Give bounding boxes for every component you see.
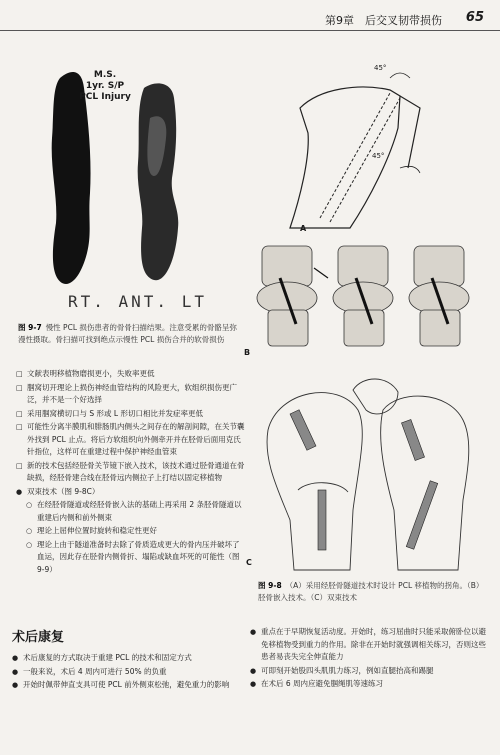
list-item: ● 开始时佩带伸直支具可使 PCL 前外侧束松弛，避免重力的影响 bbox=[12, 680, 230, 689]
rehab-list-right bbox=[250, 626, 490, 692]
panel-letter-b: B bbox=[244, 348, 251, 357]
figure-number: 图 9-7 bbox=[18, 323, 42, 332]
list-item: ○ 在经胫骨隧道或经胫骨嵌入法的基础上再采用 2 条胫骨隧道以重建后内侧和前外侧束 bbox=[26, 500, 242, 522]
list-item: □ 采用腘窝横切口与 S 形或 L 形切口相比并发症率更低 bbox=[16, 408, 203, 418]
page-header bbox=[0, 0, 500, 31]
chapter-title: 第9章 后交叉韧带损伤 bbox=[325, 14, 442, 27]
list-item: □ 文献表明移植物磨损更小，失败率更低 bbox=[16, 369, 155, 378]
figure-9-8a-diagram bbox=[250, 38, 490, 238]
figure-number: 图 9-8 bbox=[258, 581, 282, 590]
list-item: ● 一般来说，术后 4 周内可进行 50% 的负重 bbox=[12, 666, 167, 676]
scan-label-line: PCL Injury bbox=[79, 92, 131, 102]
scan-label-line: 1yr. S/P bbox=[85, 81, 125, 91]
scan-annotation bbox=[60, 70, 150, 103]
angle-label-bottom: 45° bbox=[372, 152, 385, 160]
list-item: ● 重点在于早期恢复活动度。开始时，练习屈曲时只能采取俯卧位以避免移植物受到重力的作用。除非在开始时就强调相关练习，否则这些患者易丧失完全伸直能力 bbox=[250, 627, 486, 661]
figure-9-8c-fixation bbox=[246, 370, 490, 575]
figure-9-8b-knees bbox=[244, 238, 490, 358]
list-item: ● 术后康复的方式取决于重建 PCL 的技术和固定方式 bbox=[12, 653, 192, 662]
page-number: 65 bbox=[465, 10, 484, 25]
list-item: □ 腘窝切开理论上损伤神经血管结构的风险更大，软组织损伤更广泛，并不是一个好选择 bbox=[16, 382, 237, 404]
figure-caption-text: 慢性 PCL 损伤患者的骨骨扫描结果。注意受累的骨骼呈弥漫性摄取。骨扫描可找到绝点示慢性 PCL 损伤合并的软骨损伤 bbox=[18, 323, 237, 344]
figure-9-7-caption bbox=[18, 322, 244, 346]
panel-letter-c: C bbox=[246, 558, 252, 567]
list-item: □ 可能性分离半膜肌和腓肠肌内侧头之间存在的解剖间隙，在关节囊外找到 PCL 止点。将后方软组织向外侧牵开并在胫骨后面用克氏针指位，这样可在重建过程中保护神经血管束 bbox=[16, 422, 245, 456]
list-item: ● 双束技术（图 9-8C） bbox=[16, 486, 100, 496]
figure-9-8-caption bbox=[258, 580, 490, 604]
scan-view-label: RT. ANT. LT bbox=[68, 292, 207, 311]
panel-letter-a: A bbox=[300, 224, 307, 233]
list-item: ● 可即刻开始股四头肌肌力练习，例如直腿抬高和踢腿 bbox=[250, 665, 434, 675]
angle-label-top: 45° bbox=[374, 64, 387, 72]
scan-label-line: M.S. bbox=[93, 70, 117, 80]
rehab-list-left bbox=[12, 652, 240, 693]
figure-caption-text: （A）采用经胫骨隧道技术时设计 PCL 移植物的拐角。（B）胫骨嵌入技术。（C）双束技术 bbox=[258, 581, 484, 602]
list-item: ○ 理论上屈伸位置时旋转和稳定性更好 bbox=[26, 526, 157, 535]
list-item: ○ 理论上由于隧道准备时去除了骨质造成更大的骨内压并破坏了血运，因此存在胫骨内侧骨折、塌陷或缺血坏死的可能性（图 9-9） bbox=[26, 539, 240, 574]
technique-bullet-list bbox=[16, 368, 246, 577]
section-title-rehab: 术后康复 bbox=[12, 630, 65, 645]
list-item: ● 在术后 6 周内应避免腘绳肌等速练习 bbox=[250, 679, 384, 688]
list-item: □ 新的技术包括经胫骨关节镜下嵌入技术，该技术通过胫骨通道在骨缺损，经胫骨建合线在胫骨远内侧拉子上打结以固定移植物 bbox=[16, 460, 245, 482]
